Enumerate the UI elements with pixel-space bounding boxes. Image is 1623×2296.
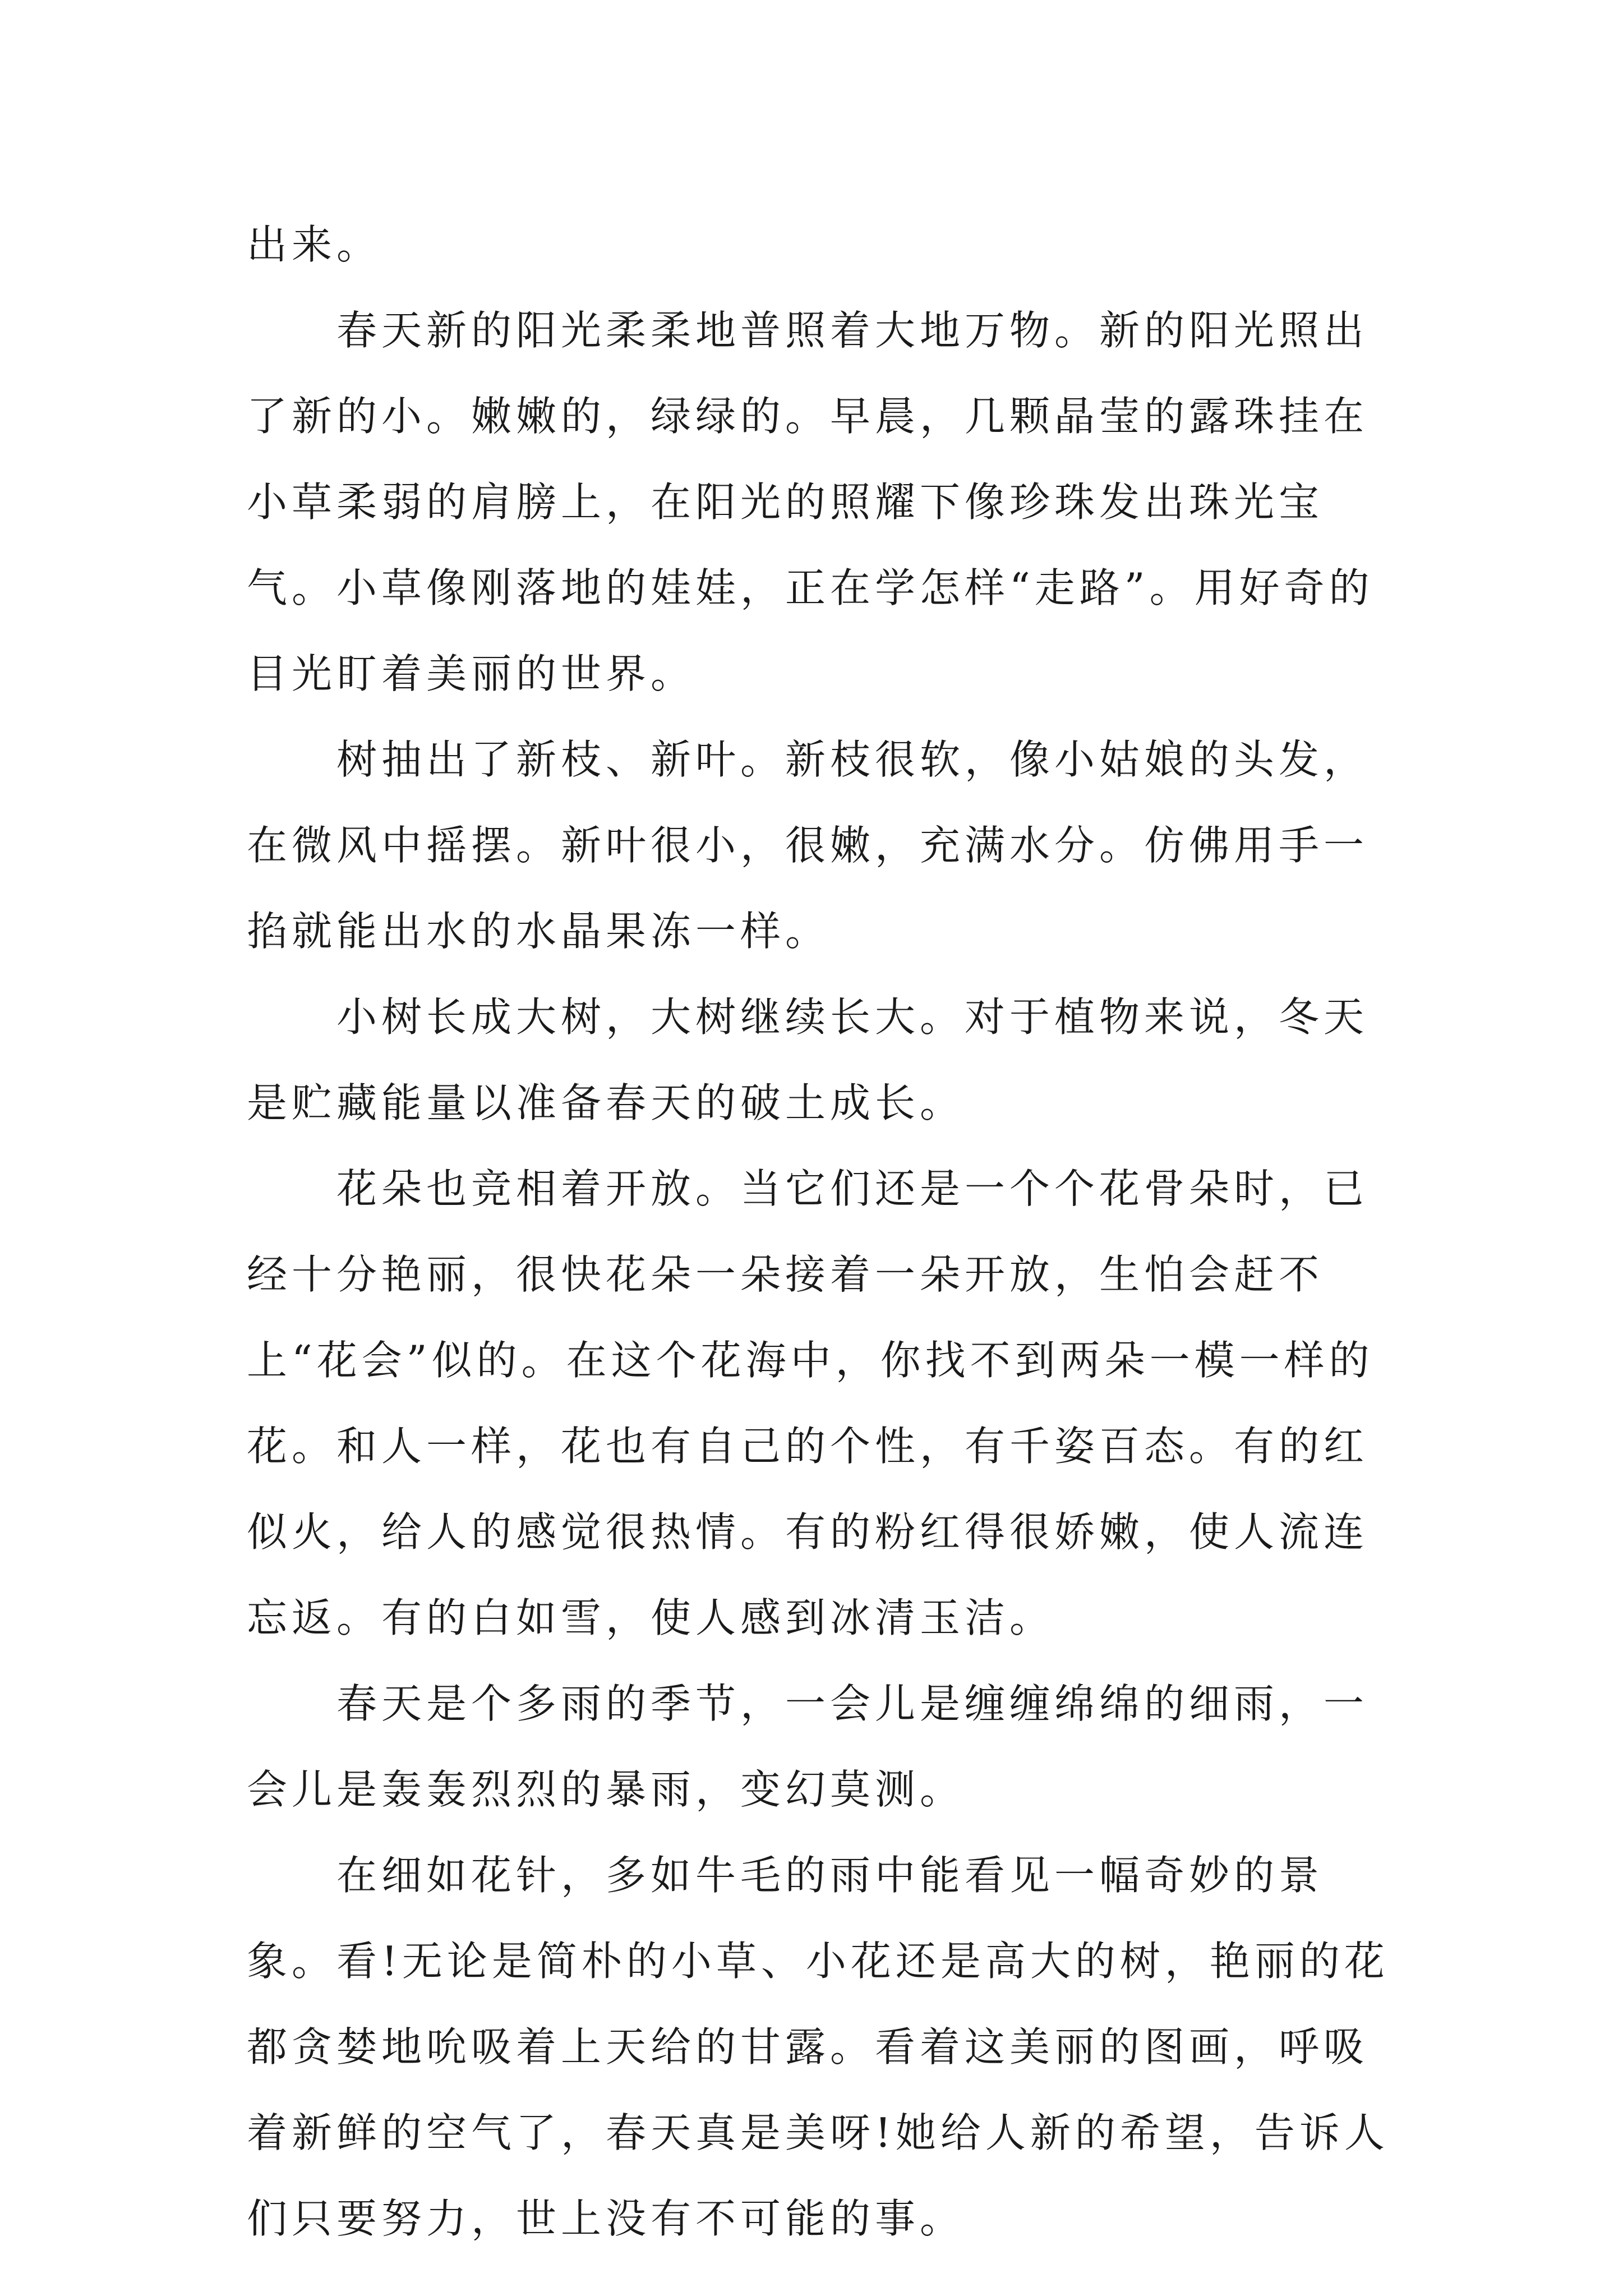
paragraph-2: 春天新的阳光柔柔地普照着大地万物。新的阳光照出了新的小。嫩嫩的，绿绿的。早晨，几颗晶莹的露珠挂在小草柔弱的肩膀上，在阳光的照耀下像珍珠发出珠光宝气。小草像刚落地的娃娃，正在学怎样“走路”。用好奇的目光盯着美丽的世界。 xyxy=(247,307,1374,697)
paragraph-1: 出来。 xyxy=(247,221,382,268)
paragraph-7: 在细如花针，多如牛毛的雨中能看见一幅奇妙的景象。看!无论是简朴的小草、小花还是高大的树，艳丽的花都贪婪地吮吸着上天给的甘露。看着这美丽的图画，呼吸着新鲜的空气了，春天真是美呀!她给人新的希望，告诉人们只要努力，世上没有不可能的事。 xyxy=(247,1852,1389,2242)
paragraph-6: 春天是个多雨的季节，一会儿是缠缠绵绵的细雨，一会儿是轰轰烈烈的暴雨，变幻莫测。 xyxy=(247,1680,1369,1813)
paragraph-3: 树抽出了新枝、新叶。新枝很软，像小姑娘的头发，在微风中摇摆。新叶很小，很嫩，充满水分。仿佛用手一掐就能出水的水晶果冻一样。 xyxy=(247,736,1369,955)
paragraph-4: 小树长成大树，大树继续长大。对于植物来说，冬天是贮藏能量以准备春天的破土成长。 xyxy=(247,993,1369,1126)
document-body xyxy=(247,202,1391,2262)
paragraph-5: 花朵也竞相着开放。当它们还是一个个花骨朵时，已经十分艳丽，很快花朵一朵接着一朵开放，生怕会赶不上“花会”似的。在这个花海中，你找不到两朵一模一样的花。和人一样，花也有自己的个性，有千姿百态。有的红似火，给人的感觉很热情。有的粉红得很娇嫩，使人流连忘返。有的白如雪，使人感到冰清玉洁。 xyxy=(247,1165,1374,1641)
